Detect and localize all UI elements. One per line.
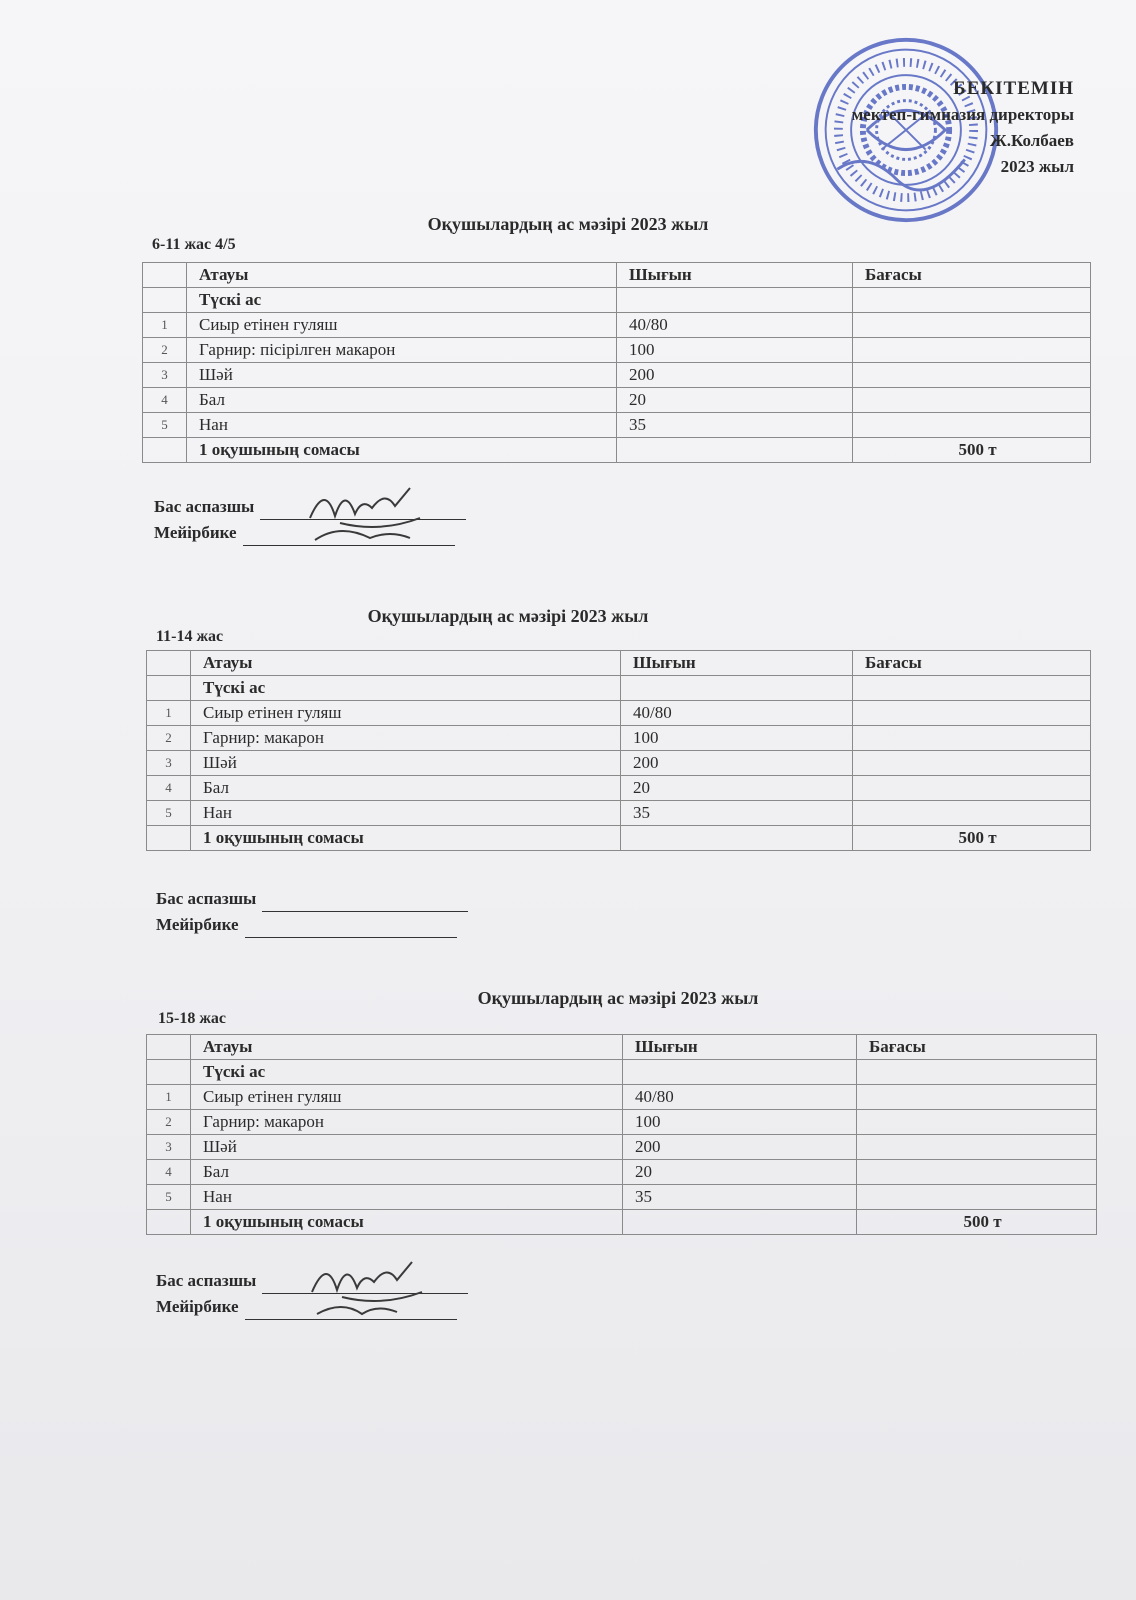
meal-row: [143, 288, 1091, 313]
total-label: 1 оқушының сомасы: [191, 1210, 623, 1235]
item-name: Гарнир: пісірілген макарон: [187, 338, 617, 363]
item-name: Нан: [187, 413, 617, 438]
item-number: 1: [143, 313, 187, 338]
approval-director-name: Ж.Колбаев: [989, 131, 1074, 150]
table-row: [147, 1110, 1097, 1135]
item-name: Бал: [191, 776, 621, 801]
item-amount: 40/80: [617, 313, 853, 338]
total-label: 1 оқушының сомасы: [191, 826, 621, 851]
col-amount-header: Шығын: [623, 1035, 857, 1060]
item-amount: 200: [617, 363, 853, 388]
col-name-header: Атауы: [191, 1035, 623, 1060]
age-group: 6-11 жас 4/5: [152, 236, 236, 253]
table-row: [143, 338, 1091, 363]
item-amount: 40/80: [623, 1085, 857, 1110]
item-name: Нан: [191, 1185, 623, 1210]
chef-signature-line: [262, 891, 468, 912]
meal-label: Түскі ас: [187, 288, 617, 313]
signature-block: [156, 886, 468, 938]
col-price-header: Бағасы: [857, 1035, 1097, 1060]
approval-year: 2023 жыл: [1000, 157, 1074, 176]
item-number: 4: [147, 1160, 191, 1185]
item-amount: 200: [621, 751, 853, 776]
age-group: 15-18 жас: [158, 1010, 227, 1027]
item-number: 5: [147, 801, 191, 826]
item-amount: 20: [623, 1160, 857, 1185]
item-name: Шәй: [191, 1135, 623, 1160]
item-number: 4: [143, 388, 187, 413]
meal-label: Түскі ас: [191, 676, 621, 701]
menu-title: Оқушылардың ас мәзірі 2023 жыл: [367, 606, 649, 626]
chef-label: Бас аспазшы: [154, 497, 255, 516]
handwritten-signature: [300, 478, 430, 548]
table-row: [143, 363, 1091, 388]
menu-table: [142, 262, 1091, 463]
table-row: [147, 1185, 1097, 1210]
table-row: [147, 726, 1091, 751]
item-number: 3: [147, 751, 191, 776]
menu-title: Оқушылардың ас мәзірі 2023 жыл: [427, 214, 709, 234]
item-amount: 200: [623, 1135, 857, 1160]
item-number: 3: [147, 1135, 191, 1160]
col-price-header: Бағасы: [853, 263, 1091, 288]
col-amount-header: Шығын: [621, 651, 853, 676]
item-amount: 35: [621, 801, 853, 826]
handwritten-signature: [302, 1252, 432, 1322]
chef-label: Бас аспазшы: [156, 1271, 257, 1290]
col-price-header: Бағасы: [853, 651, 1091, 676]
total-row: [147, 826, 1091, 851]
nurse-label: Мейірбике: [154, 523, 237, 542]
nurse-label: Мейірбике: [156, 915, 239, 934]
approval-position: мектеп-гимназия директоры: [851, 105, 1074, 124]
meal-label: Түскі ас: [191, 1060, 623, 1085]
total-price: 500 т: [857, 1210, 1097, 1235]
item-number: 1: [147, 701, 191, 726]
item-number: 2: [147, 1110, 191, 1135]
nurse-label: Мейірбике: [156, 1297, 239, 1316]
table-row: [147, 1085, 1097, 1110]
item-name: Бал: [187, 388, 617, 413]
item-number: 2: [147, 726, 191, 751]
item-name: Гарнир: макарон: [191, 726, 621, 751]
item-name: Сиыр етінен гуляш: [191, 701, 621, 726]
table-header-row: [147, 651, 1091, 676]
total-row: [147, 1210, 1097, 1235]
item-name: Нан: [191, 801, 621, 826]
item-amount: 35: [623, 1185, 857, 1210]
total-row: [143, 438, 1091, 463]
menu-title: Оқушылардың ас мәзірі 2023 жыл: [477, 988, 759, 1008]
item-name: Гарнир: макарон: [191, 1110, 623, 1135]
total-price: 500 т: [853, 438, 1091, 463]
total-label: 1 оқушының сомасы: [187, 438, 617, 463]
table-row: [147, 776, 1091, 801]
item-number: 2: [143, 338, 187, 363]
col-amount-header: Шығын: [617, 263, 853, 288]
table-row: [143, 413, 1091, 438]
item-name: Шәй: [191, 751, 621, 776]
item-amount: 100: [623, 1110, 857, 1135]
table-row: [147, 1160, 1097, 1185]
total-price: 500 т: [853, 826, 1091, 851]
item-name: Сиыр етінен гуляш: [191, 1085, 623, 1110]
approval-heading: БЕКІТЕМІН: [953, 78, 1074, 99]
item-amount: 100: [617, 338, 853, 363]
item-amount: 20: [621, 776, 853, 801]
table-header-row: [147, 1035, 1097, 1060]
item-number: 5: [143, 413, 187, 438]
item-name: Шәй: [187, 363, 617, 388]
item-amount: 35: [617, 413, 853, 438]
menu-table: [146, 1034, 1097, 1235]
nurse-signature-line: [245, 917, 457, 938]
meal-row: [147, 676, 1091, 701]
col-name-header: Атауы: [191, 651, 621, 676]
item-number: 3: [143, 363, 187, 388]
table-row: [143, 313, 1091, 338]
item-number: 1: [147, 1085, 191, 1110]
item-number: 5: [147, 1185, 191, 1210]
chef-label: Бас аспазшы: [156, 889, 257, 908]
table-row: [147, 1135, 1097, 1160]
item-number: 4: [147, 776, 191, 801]
item-amount: 20: [617, 388, 853, 413]
table-row: [147, 701, 1091, 726]
approval-block: [852, 76, 1074, 180]
meal-row: [147, 1060, 1097, 1085]
item-amount: 40/80: [621, 701, 853, 726]
table-row: [147, 751, 1091, 776]
table-row: [143, 388, 1091, 413]
age-group: 11-14 жас: [156, 628, 224, 645]
item-amount: 100: [621, 726, 853, 751]
menu-table: [146, 650, 1091, 851]
table-header-row: [143, 263, 1091, 288]
item-name: Бал: [191, 1160, 623, 1185]
item-name: Сиыр етінен гуляш: [187, 313, 617, 338]
col-name-header: Атауы: [187, 263, 617, 288]
table-row: [147, 801, 1091, 826]
